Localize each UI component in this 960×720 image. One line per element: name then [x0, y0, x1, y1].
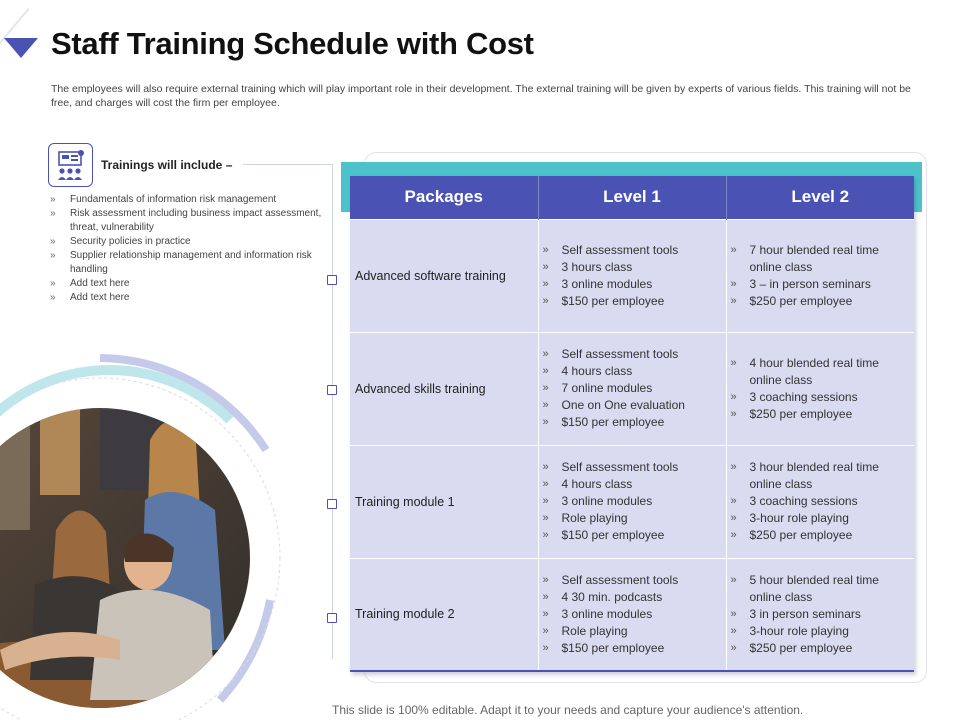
list-item: » One on One evaluation	[542, 398, 685, 412]
list-item: » 7 online modules	[542, 381, 653, 395]
list-item: » $150 per employee	[542, 528, 665, 542]
team-photo	[0, 350, 300, 720]
list-item: » 3 online modules	[542, 494, 653, 508]
list-item: » 3 hours class	[542, 259, 633, 274]
list-item: » 4 hour blended real time online class	[730, 355, 879, 387]
corner-triangle-icon	[4, 38, 38, 58]
list-item: » $150 per employee	[542, 640, 665, 655]
package-cell: Advanced skills training	[350, 332, 538, 445]
list-item: » Risk assessment including business impact assessment, threat, vulnerability	[50, 208, 322, 233]
list-item: » 3 online modules	[542, 276, 653, 291]
list-item: » $250 per employee	[730, 406, 853, 421]
header-packages: Packages	[350, 176, 538, 219]
table-row	[350, 558, 914, 671]
level-2-cell	[726, 445, 914, 558]
list-item: » $150 per employee	[542, 293, 665, 308]
list-item: » Security policies in practice	[50, 236, 191, 247]
list-item: » 3-hour role playing	[730, 511, 849, 525]
list-item: » Self assessment tools	[542, 572, 679, 587]
schedule-table	[350, 176, 914, 672]
list-item: » $150 per employee	[542, 415, 665, 429]
trainings-list	[50, 193, 330, 305]
list-item: » 3 coaching sessions	[730, 389, 858, 404]
level-1-cell	[538, 445, 726, 558]
level-2-cell	[726, 332, 914, 445]
list-item: » Self assessment tools	[542, 460, 679, 474]
training-presentation-icon	[48, 143, 93, 187]
list-item: » Supplier relationship management and information risk handling	[50, 250, 312, 275]
list-title: Trainings will include –	[101, 158, 233, 172]
level-1-cell	[538, 332, 726, 445]
list-item: » Self assessment tools	[542, 347, 679, 361]
list-item: » Fundamentals of information risk management	[50, 194, 277, 205]
list-item: » 7 hour blended real time online class	[730, 242, 879, 274]
list-item: » $250 per employee	[730, 293, 853, 308]
list-item: » Add text here	[50, 278, 130, 289]
timeline-node	[327, 499, 337, 509]
list-item: » 5 hour blended real time online class	[730, 572, 879, 604]
list-item: » Role playing	[542, 623, 628, 638]
list-item: » Self assessment tools	[542, 242, 679, 257]
list-item: » 3-hour role playing	[730, 623, 849, 638]
list-item: » Add text here	[50, 292, 130, 303]
list-item: » 3 in person seminars	[730, 606, 861, 621]
slide-title: Staff Training Schedule with Cost	[51, 26, 534, 61]
package-cell: Training module 2	[350, 558, 538, 671]
package-cell: Advanced software training	[350, 219, 538, 332]
table-row	[350, 332, 914, 445]
list-item: » 4 hours class	[542, 477, 633, 491]
header-level-1: Level 1	[538, 176, 726, 219]
list-item: » 3 – in person seminars	[730, 276, 871, 291]
table-header-row	[350, 176, 914, 219]
footer-note: This slide is 100% editable. Adapt it to your needs and capture your audience's attention.	[332, 703, 804, 717]
timeline-node	[327, 385, 337, 395]
level-2-cell	[726, 558, 914, 671]
list-item: » $250 per employee	[730, 528, 853, 542]
list-item: » $250 per employee	[730, 640, 853, 655]
title-divider	[243, 164, 332, 165]
package-cell: Training module 1	[350, 445, 538, 558]
list-item: » 3 coaching sessions	[730, 494, 858, 508]
list-item: » 3 hour blended real time online class	[730, 460, 879, 491]
level-2-cell	[726, 219, 914, 332]
table-row	[350, 219, 914, 332]
header-level-2: Level 2	[726, 176, 914, 219]
timeline-node	[327, 613, 337, 623]
intro-paragraph: The employees will also require external training which will play important role in their development. The external training will be given by experts of various fields. This training will not be free, and charges will cost the firm per employee.	[51, 83, 911, 109]
list-item: » 4 30 min. podcasts	[542, 589, 663, 604]
level-1-cell	[538, 219, 726, 332]
level-1-cell	[538, 558, 726, 671]
table-row	[350, 445, 914, 558]
list-item: » 3 online modules	[542, 606, 653, 621]
list-item: » Role playing	[542, 511, 628, 525]
list-item: » 4 hours class	[542, 364, 633, 378]
timeline-line	[332, 164, 333, 659]
timeline-node	[327, 275, 337, 285]
